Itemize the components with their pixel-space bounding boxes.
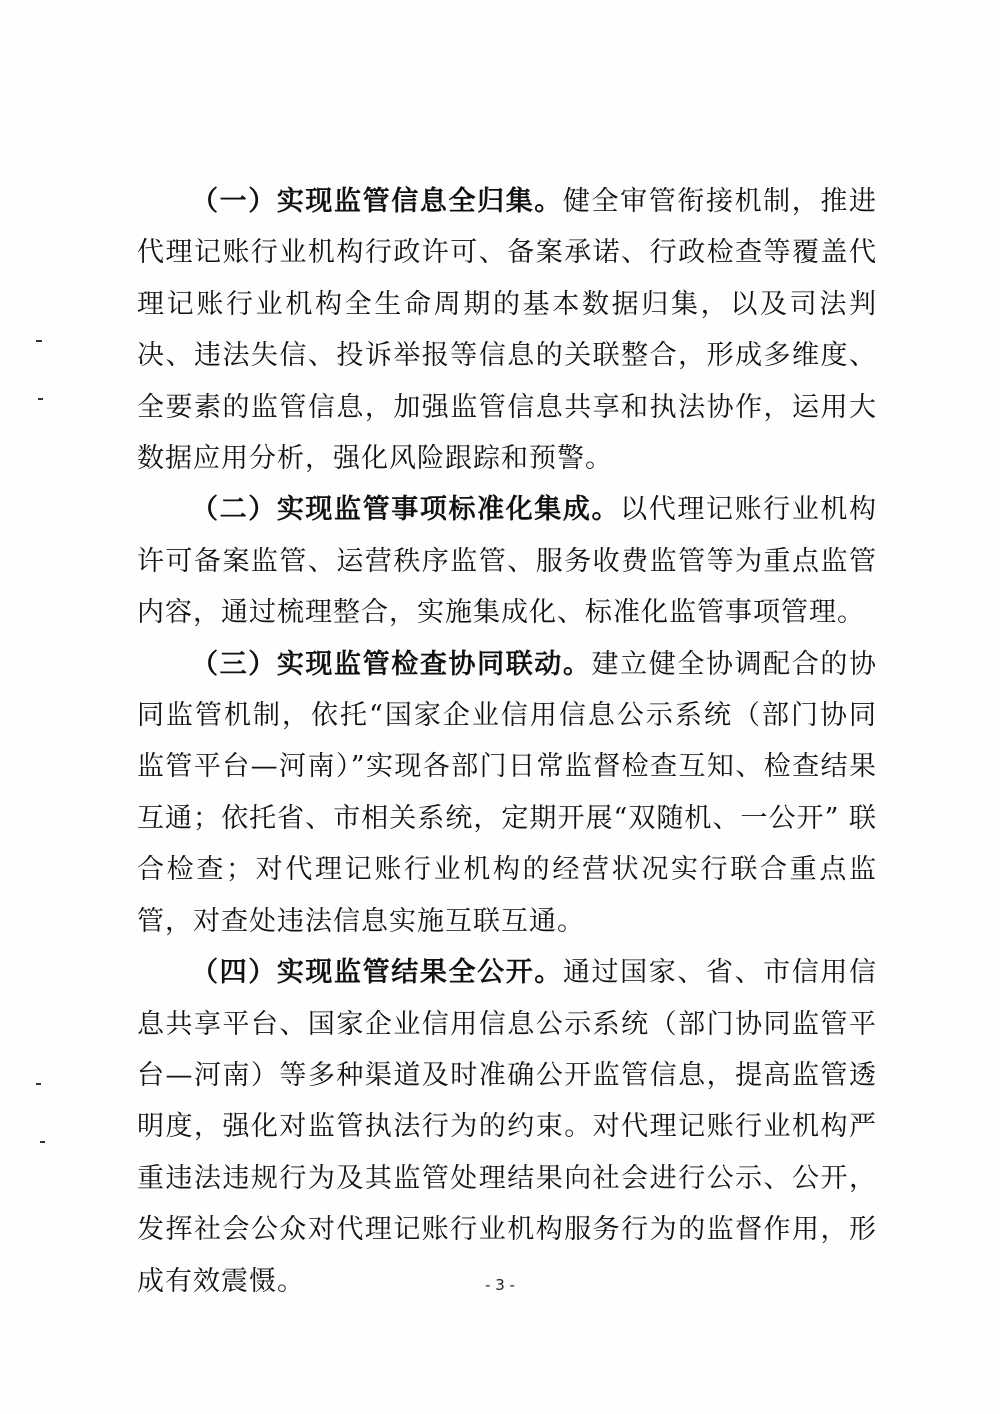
paragraph-heading: （三）实现监管检查协同联动。 xyxy=(191,648,592,680)
paragraph-2 xyxy=(137,484,877,638)
paragraph-1 xyxy=(137,176,877,484)
scan-mark xyxy=(36,1083,41,1085)
paragraph-4 xyxy=(137,947,877,1307)
page-number: - 3 - xyxy=(485,1276,515,1294)
paragraph-heading: （一）实现监管信息全归集。 xyxy=(191,186,563,217)
paragraph-text: 通过国家、省、市信用信息共享平台、国家企业信用信息公示系统（部门协同监管平台—河南）等多种渠道及时准确公开监管信息，提高监管透明度，强化对监管执法行为的约束。对代理记账行业机构严重违法违规行为及其监管处理结果向社会进行公示、公开，发挥社会公众对代理记账行业机构服务行为的监督作用，形成有效震慑。 xyxy=(137,957,878,1297)
paragraph-3 xyxy=(137,639,877,947)
scan-mark xyxy=(36,340,42,342)
paragraph-text: 建立健全协调配合的协同监管机制，依托“国家企业信用信息公示系统（部门协同监管平台—河南）”实现各部门日常监督检查互知、检查结果互通；依托省、市相关系统，定期开展“双随机、一公开” 联合检查；对代理记账行业机构的经营状况实行联合重点监管，对查处违法信息实施互联互通。 xyxy=(137,648,878,937)
paragraph-text: 健全审管衔接机制，推进代理记账行业机构行政许可、备案承诺、行政检查等覆盖代理记账行业机构全生命周期的基本数据归集，以及司法判决、违法失信、投诉举报等信息的关联整合，形成多维度、全要素的监管信息，加强监管信息共享和执法协作，运用大数据应用分析，强化风险跟踪和预警。 xyxy=(137,186,878,475)
paragraph-heading: （二）实现监管事项标准化集成。 xyxy=(191,494,621,526)
document-body xyxy=(137,176,877,1307)
scan-mark xyxy=(38,398,43,400)
paragraph-heading: （四）实现监管结果全公开。 xyxy=(191,957,563,989)
scan-mark xyxy=(40,1141,45,1143)
paragraph-text: 以代理记账行业机构许可备案监管、运营秩序监管、服务收费监管等为重点监管内容，通过梳理整合，实施集成化、标准化监管事项管理。 xyxy=(137,494,878,629)
